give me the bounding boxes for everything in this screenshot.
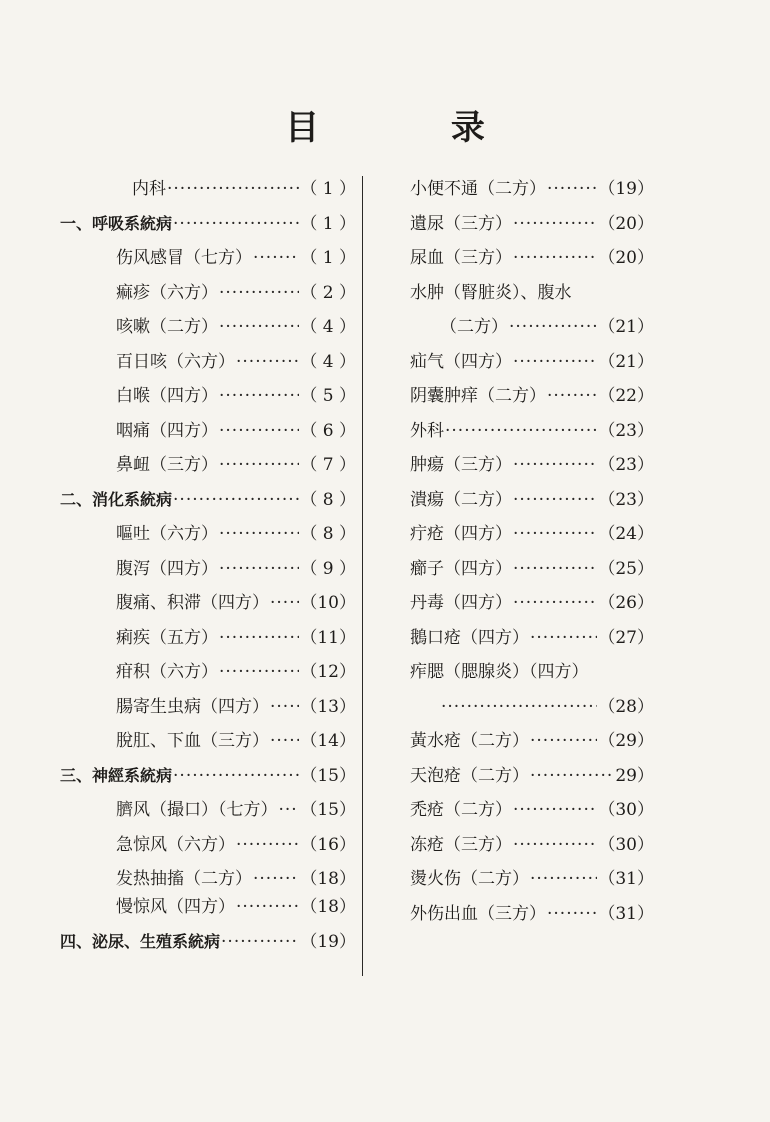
toc-entry-title: 痢疾（五方）	[116, 627, 218, 648]
toc-entry-title: 疔疮（四方）	[410, 524, 512, 544]
toc-entry-title: 鼻衄（三方）	[116, 455, 218, 475]
column-divider	[362, 176, 363, 976]
toc-entry-title: 阴囊肿痒（二方）	[410, 386, 546, 406]
toc-page-number: （ 4 ）	[300, 351, 356, 372]
toc-left-column	[60, 174, 356, 961]
toc-leader-dots	[236, 835, 299, 855]
toc-page-number: （ 4 ）	[300, 317, 356, 337]
toc-entry	[60, 485, 356, 520]
toc-entry	[410, 657, 654, 692]
toc-entry	[410, 209, 654, 244]
toc-entry	[410, 726, 654, 761]
toc-entry	[410, 450, 654, 485]
toc-entry	[60, 209, 356, 244]
toc-leader-dots	[530, 766, 614, 786]
toc-entry-title: 腹泻（四方）	[116, 558, 218, 579]
toc-page-number: （12）	[300, 662, 356, 682]
toc-leader-dots	[513, 559, 597, 579]
toc-page-number: （23）	[598, 455, 654, 475]
toc-entry	[60, 312, 356, 347]
toc-page-number: （ 9 ）	[300, 558, 356, 579]
toc-page-number: （19）	[300, 931, 356, 952]
toc-entry	[410, 347, 654, 382]
toc-page-number: （28）	[598, 696, 654, 717]
toc-leader-dots	[167, 179, 299, 199]
toc-leader-dots	[236, 897, 299, 917]
toc-entry-title: 禿疮（二方）	[410, 800, 512, 820]
toc-entry-title: 天泡疮（二方）	[410, 765, 529, 786]
toc-entry	[410, 588, 654, 623]
toc-page-number: （ 8 ）	[300, 524, 356, 544]
toc-entry-title: 咳嗽（二方）	[116, 317, 218, 337]
toc-entry-title: 冻疮（三方）	[410, 834, 512, 855]
toc-entry-title: 急惊风（六方）	[116, 834, 235, 855]
toc-entry-title: 燙火伤（二方）	[410, 869, 529, 889]
toc-page-number: （16）	[300, 834, 356, 855]
toc-page-number: （ 7 ）	[300, 455, 356, 475]
toc-entry	[60, 761, 356, 796]
toc-leader-dots	[173, 490, 299, 510]
toc-page-number: （15）	[300, 765, 356, 786]
toc-leader-dots	[270, 593, 299, 613]
toc-leader-dots	[173, 214, 299, 234]
toc-leader-dots	[219, 628, 299, 648]
toc-page-number: （11）	[300, 627, 356, 648]
toc-entry-title: 百日咳（六方）	[116, 351, 235, 372]
toc-page-number: （26）	[598, 593, 654, 613]
toc-entry	[60, 519, 356, 554]
toc-entry	[60, 623, 356, 658]
toc-entry	[60, 892, 356, 927]
toc-leader-dots	[219, 317, 299, 337]
toc-page-number: （23）	[598, 420, 654, 441]
toc-leader-dots	[219, 524, 299, 544]
toc-entry-title: 小便不通（二方）	[410, 179, 546, 199]
toc-leader-dots	[270, 697, 299, 717]
toc-entry	[410, 623, 654, 658]
toc-leader-dots	[530, 628, 597, 648]
toc-leader-dots	[547, 179, 597, 199]
toc-page-number: （ 6 ）	[300, 420, 356, 441]
toc-entry	[410, 416, 654, 451]
toc-entry-title: 黃水疮（二方）	[410, 731, 529, 751]
toc-leader-dots	[445, 421, 597, 441]
toc-entry	[60, 692, 356, 727]
toc-page-number: （21）	[598, 317, 654, 337]
toc-entry	[410, 692, 654, 727]
toc-page-number: （24）	[598, 524, 654, 544]
toc-entry-title: 疝气（四方）	[410, 351, 512, 372]
toc-entry	[410, 761, 654, 796]
toc-entry-title: 发热抽搐（二方）	[116, 869, 252, 889]
toc-page-number: （ 2 ）	[300, 282, 356, 303]
toc-page-number: （15）	[300, 800, 356, 820]
toc-leader-dots	[270, 731, 299, 751]
toc-entry-title: 臍风（撮口）（七方）	[116, 800, 278, 820]
toc-entry	[410, 278, 654, 313]
toc-entry-title: 咽痛（四方）	[116, 420, 218, 441]
toc-entry-title: 遺尿（三方）	[410, 213, 512, 234]
toc-entry-title: 伤风感冒（七方）	[116, 248, 252, 268]
toc-leader-dots	[219, 455, 299, 475]
toc-leader-dots	[509, 317, 597, 337]
toc-leader-dots	[253, 869, 299, 889]
toc-entry-title: 外伤出血（三方）	[410, 903, 546, 924]
toc-page-number: （21）	[598, 351, 654, 372]
toc-leader-dots	[513, 214, 597, 234]
toc-entry-title: 痲疹（六方）	[116, 282, 218, 303]
toc-entry	[410, 864, 654, 899]
toc-leader-dots	[530, 869, 597, 889]
toc-entry	[60, 657, 356, 692]
toc-entry-title: （二方）	[440, 317, 508, 337]
toc-leader-dots	[547, 904, 597, 924]
toc-leader-dots	[530, 731, 597, 751]
toc-entry-title: 慢惊风（四方）	[116, 897, 235, 917]
toc-leader-dots	[253, 248, 299, 268]
toc-page-number: （29）	[598, 731, 654, 751]
toc-entry-title: 内科	[132, 179, 166, 199]
toc-entry	[410, 243, 654, 278]
toc-page-number: （10）	[300, 593, 356, 613]
toc-leader-dots	[513, 248, 597, 268]
toc-page-number: （20）	[598, 213, 654, 234]
toc-entry	[410, 899, 654, 934]
page-title: 目 录	[285, 108, 545, 148]
toc-entry-title: 腹痛、积滞（四方）	[116, 593, 269, 613]
toc-entry	[60, 347, 356, 382]
toc-entry	[410, 381, 654, 416]
toc-leader-dots	[513, 352, 597, 372]
toc-page-number: （ 8 ）	[300, 489, 356, 510]
toc-entry-title: 二、消化系統病	[60, 489, 173, 509]
toc-entry	[410, 519, 654, 554]
toc-leader-dots	[221, 932, 299, 952]
toc-page-number: （25）	[598, 558, 654, 579]
toc-leader-dots	[441, 697, 597, 717]
toc-leader-dots	[279, 800, 300, 820]
toc-page-number: （18）	[300, 869, 356, 889]
toc-entry	[60, 243, 356, 278]
toc-entry-title: 外科	[410, 420, 444, 441]
toc-page-number: （ 1 ）	[300, 179, 356, 199]
toc-leader-dots	[219, 421, 299, 441]
toc-page-number: （18）	[300, 897, 356, 917]
toc-leader-dots	[219, 283, 299, 303]
toc-entry	[410, 554, 654, 589]
toc-entry-title: 肿瘍（三方）	[410, 455, 512, 475]
toc-entry	[410, 830, 654, 865]
toc-entry-title: 痄腮（腮腺炎）（四方）	[410, 662, 589, 682]
toc-leader-dots	[513, 835, 597, 855]
toc-page-number: （30）	[598, 800, 654, 820]
toc-entry	[60, 554, 356, 589]
toc-entry-title: 嘔吐（六方）	[116, 524, 218, 544]
toc-page-number: （14）	[300, 731, 356, 751]
toc-page-number: （27）	[598, 627, 654, 648]
toc-page-number: （ 1 ）	[300, 248, 356, 268]
toc-entry-title: 水肿（腎脏炎）、腹水	[410, 282, 572, 303]
toc-entry	[60, 278, 356, 313]
toc-page-number: （23）	[598, 489, 654, 510]
toc-right-column	[410, 174, 654, 933]
toc-leader-dots	[513, 800, 597, 820]
toc-entry	[60, 830, 356, 865]
toc-leader-dots	[547, 386, 597, 406]
toc-page-number: 29）	[615, 765, 654, 786]
toc-entry-title: 尿血（三方）	[410, 248, 512, 268]
toc-entry-title: 白喉（四方）	[116, 386, 218, 406]
toc-entry	[60, 416, 356, 451]
toc-leader-dots	[513, 593, 597, 613]
toc-page-number: （20）	[598, 248, 654, 268]
toc-page-number: （19）	[598, 179, 654, 199]
toc-entry	[410, 312, 654, 347]
toc-page-number: （22）	[598, 386, 654, 406]
toc-leader-dots	[236, 352, 299, 372]
toc-leader-dots	[513, 524, 597, 544]
toc-entry	[410, 795, 654, 830]
toc-entry	[60, 726, 356, 761]
toc-entry-title: 脫肛、下血（三方）	[116, 731, 269, 751]
toc-page-number: （ 5 ）	[300, 386, 356, 406]
toc-entry-title: 潰瘍（二方）	[410, 489, 512, 510]
toc-page-number: （13）	[300, 696, 356, 717]
toc-page-number: （31）	[598, 903, 654, 924]
toc-leader-dots	[513, 455, 597, 475]
toc-entry	[60, 927, 356, 962]
toc-entry	[60, 174, 356, 209]
toc-entry-title: 一、呼吸系統病	[60, 213, 173, 233]
toc-entry	[60, 588, 356, 623]
toc-entry	[60, 381, 356, 416]
toc-entry-title: 鵝口疮（四方）	[410, 627, 529, 648]
toc-entry	[60, 864, 356, 892]
toc-entry-title: 疳积（六方）	[116, 662, 218, 682]
toc-leader-dots	[219, 662, 299, 682]
toc-entry-title: 癤子（四方）	[410, 558, 512, 579]
toc-entry	[60, 450, 356, 485]
toc-entry-title: 腸寄生虫病（四方）	[116, 696, 269, 717]
toc-page-number: （30）	[598, 834, 654, 855]
toc-leader-dots	[219, 559, 299, 579]
toc-leader-dots	[513, 490, 597, 510]
toc-page-number: （ 1 ）	[300, 213, 356, 234]
toc-page-number: （31）	[598, 869, 654, 889]
toc-entry-title: 丹毒（四方）	[410, 593, 512, 613]
toc-leader-dots	[219, 386, 299, 406]
toc-entry-title: 三、神經系統病	[60, 765, 173, 785]
toc-entry	[60, 795, 356, 830]
toc-entry-title: 四、泌尿、生殖系統病	[60, 931, 221, 951]
toc-entry	[410, 174, 654, 209]
toc-leader-dots	[173, 766, 299, 786]
toc-entry	[410, 485, 654, 520]
